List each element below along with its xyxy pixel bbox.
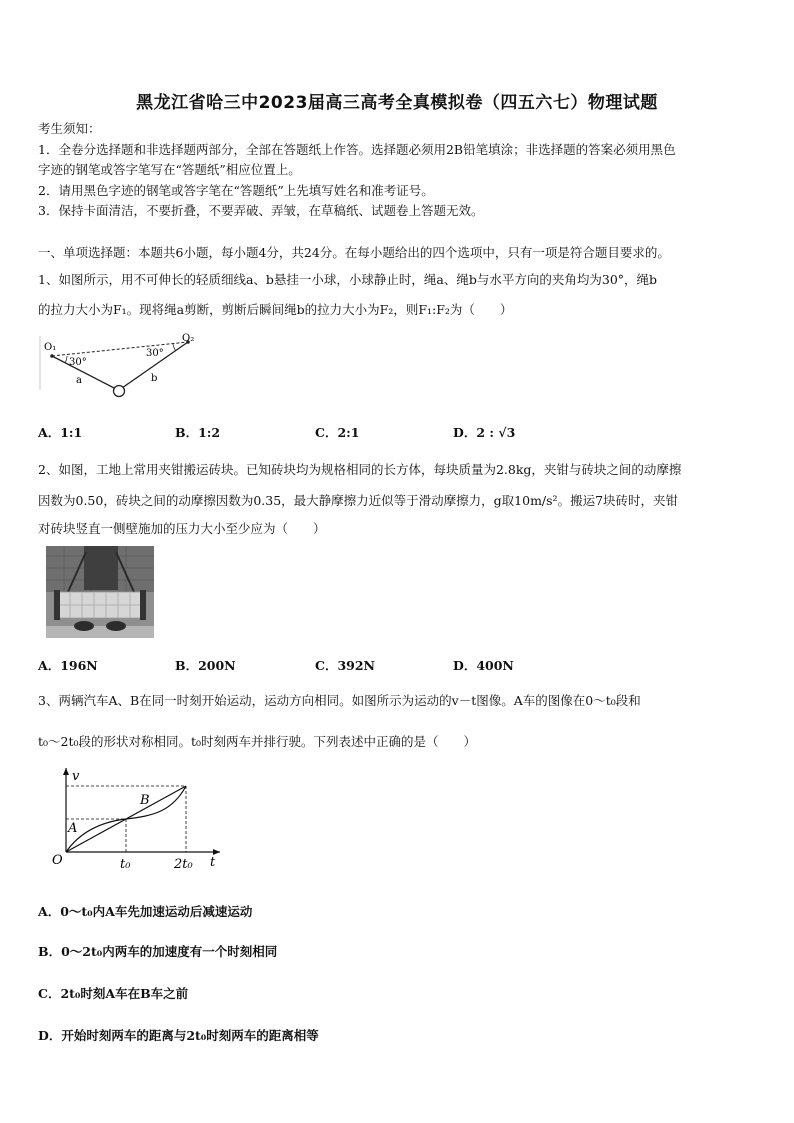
q3-option-c: C．2t₀时刻A车在B车之前 xyxy=(38,986,189,1001)
vt-graph xyxy=(50,762,230,880)
section-heading: 一、单项选择题：本题共6小题，每小题4分，共24分。在每小题给出的四个选项中，只有一项是符合题目要求的。 xyxy=(38,245,670,260)
notice-item: 字迹的钢笔或答字笔写在“答题纸”相应位置上。 xyxy=(38,162,301,177)
q3-stem-line: t₀～2t₀段的形状对称相同。t₀时刻两车并排行驶。下列表述中正确的是（ ） xyxy=(38,734,477,749)
o2-label: O₂ xyxy=(182,333,195,344)
rope-a-label: a xyxy=(76,375,82,386)
axis-t-label: t xyxy=(210,855,216,870)
q2-option-c: C．392N xyxy=(315,658,375,673)
notice-item: 1．全卷分选择题和非选择题两部分，全部在答题纸上作答。选择题必须用2B铅笔填涂；非选择题的答案必须用黑色 xyxy=(38,142,676,157)
rope-b-label: b xyxy=(151,373,158,384)
angle-label: 30° xyxy=(146,348,164,359)
q2-stem-line: 因数为0.50，砖块之间的动摩擦因数为0.35，最大静摩擦力近似等于滑动摩擦力，g取10m/s²。搬运7块砖时，夹钳 xyxy=(38,493,679,508)
curve-b-label: B xyxy=(140,793,150,808)
q2-stem-line: 2、如图，工地上常用夹钳搬运砖块。已知砖块均为规格相同的长方体，每块质量为2.8kg，夹钳与砖块之间的动摩擦 xyxy=(38,462,682,477)
q1-option-a: A．1:1 xyxy=(38,425,83,440)
brick-clamp-photo xyxy=(46,546,154,638)
page-title: 黑龙江省哈三中2023届高三高考全真模拟卷（四五六七）物理试题 xyxy=(136,93,658,113)
q3-stem-line: 3、两辆汽车A、B在同一时刻开始运动，运动方向相同。如图所示为运动的v－t图像。A车的图像在0～t₀段和 xyxy=(38,693,641,708)
q2-stem-line: 对砖块竖直一侧壁施加的压力大小至少应为（ ） xyxy=(38,521,326,536)
q2-option-b: B．200N xyxy=(175,658,236,673)
origin-label: O xyxy=(52,853,63,868)
notice-item: 2．请用黑色字迹的钢笔或答字笔在“答题纸”上先填写姓名和准考证号。 xyxy=(38,183,434,198)
axis-v-label: v xyxy=(72,769,80,784)
q3-option-a: A．0～t₀内A车先加速运动后减速运动 xyxy=(38,904,253,919)
notice-item: 3．保持卡面清洁，不要折叠，不要弄破、弄皱，在草稿纸、试题卷上答题无效。 xyxy=(38,203,484,218)
curve-a-label: A xyxy=(68,821,78,836)
q3-option-b: B．0～2t₀内两车的加速度有一个时刻相同 xyxy=(38,944,278,959)
q1-stem-line: 1、如图所示，用不可伸长的轻质细线a、b悬挂一小球，小球静止时，绳a、绳b与水平方向的夹角均为30°，绳b xyxy=(38,272,658,287)
q1-option-d: D．2 : √3 xyxy=(453,425,516,440)
q2-option-d: D．400N xyxy=(453,658,514,673)
t0-label: t₀ xyxy=(120,857,131,872)
q1-option-b: B．1:2 xyxy=(175,425,221,440)
notice-heading: 考生须知： xyxy=(38,121,101,136)
angle-label: 30° xyxy=(69,357,87,368)
q1-stem-line: 的拉力大小为F₁。现将绳a剪断，剪断后瞬间绳b的拉力大小为F₂，则F₁:F₂为（ ） xyxy=(38,302,513,317)
q2-option-a: A．196N xyxy=(38,658,98,673)
o1-label: O₁ xyxy=(44,342,57,353)
q1-rope-figure xyxy=(36,332,206,402)
2t0-label: 2t₀ xyxy=(174,857,193,872)
q3-option-d: D．开始时刻两车的距离与2t₀时刻两车的距离相等 xyxy=(38,1028,319,1043)
q1-option-c: C．2:1 xyxy=(315,425,360,440)
